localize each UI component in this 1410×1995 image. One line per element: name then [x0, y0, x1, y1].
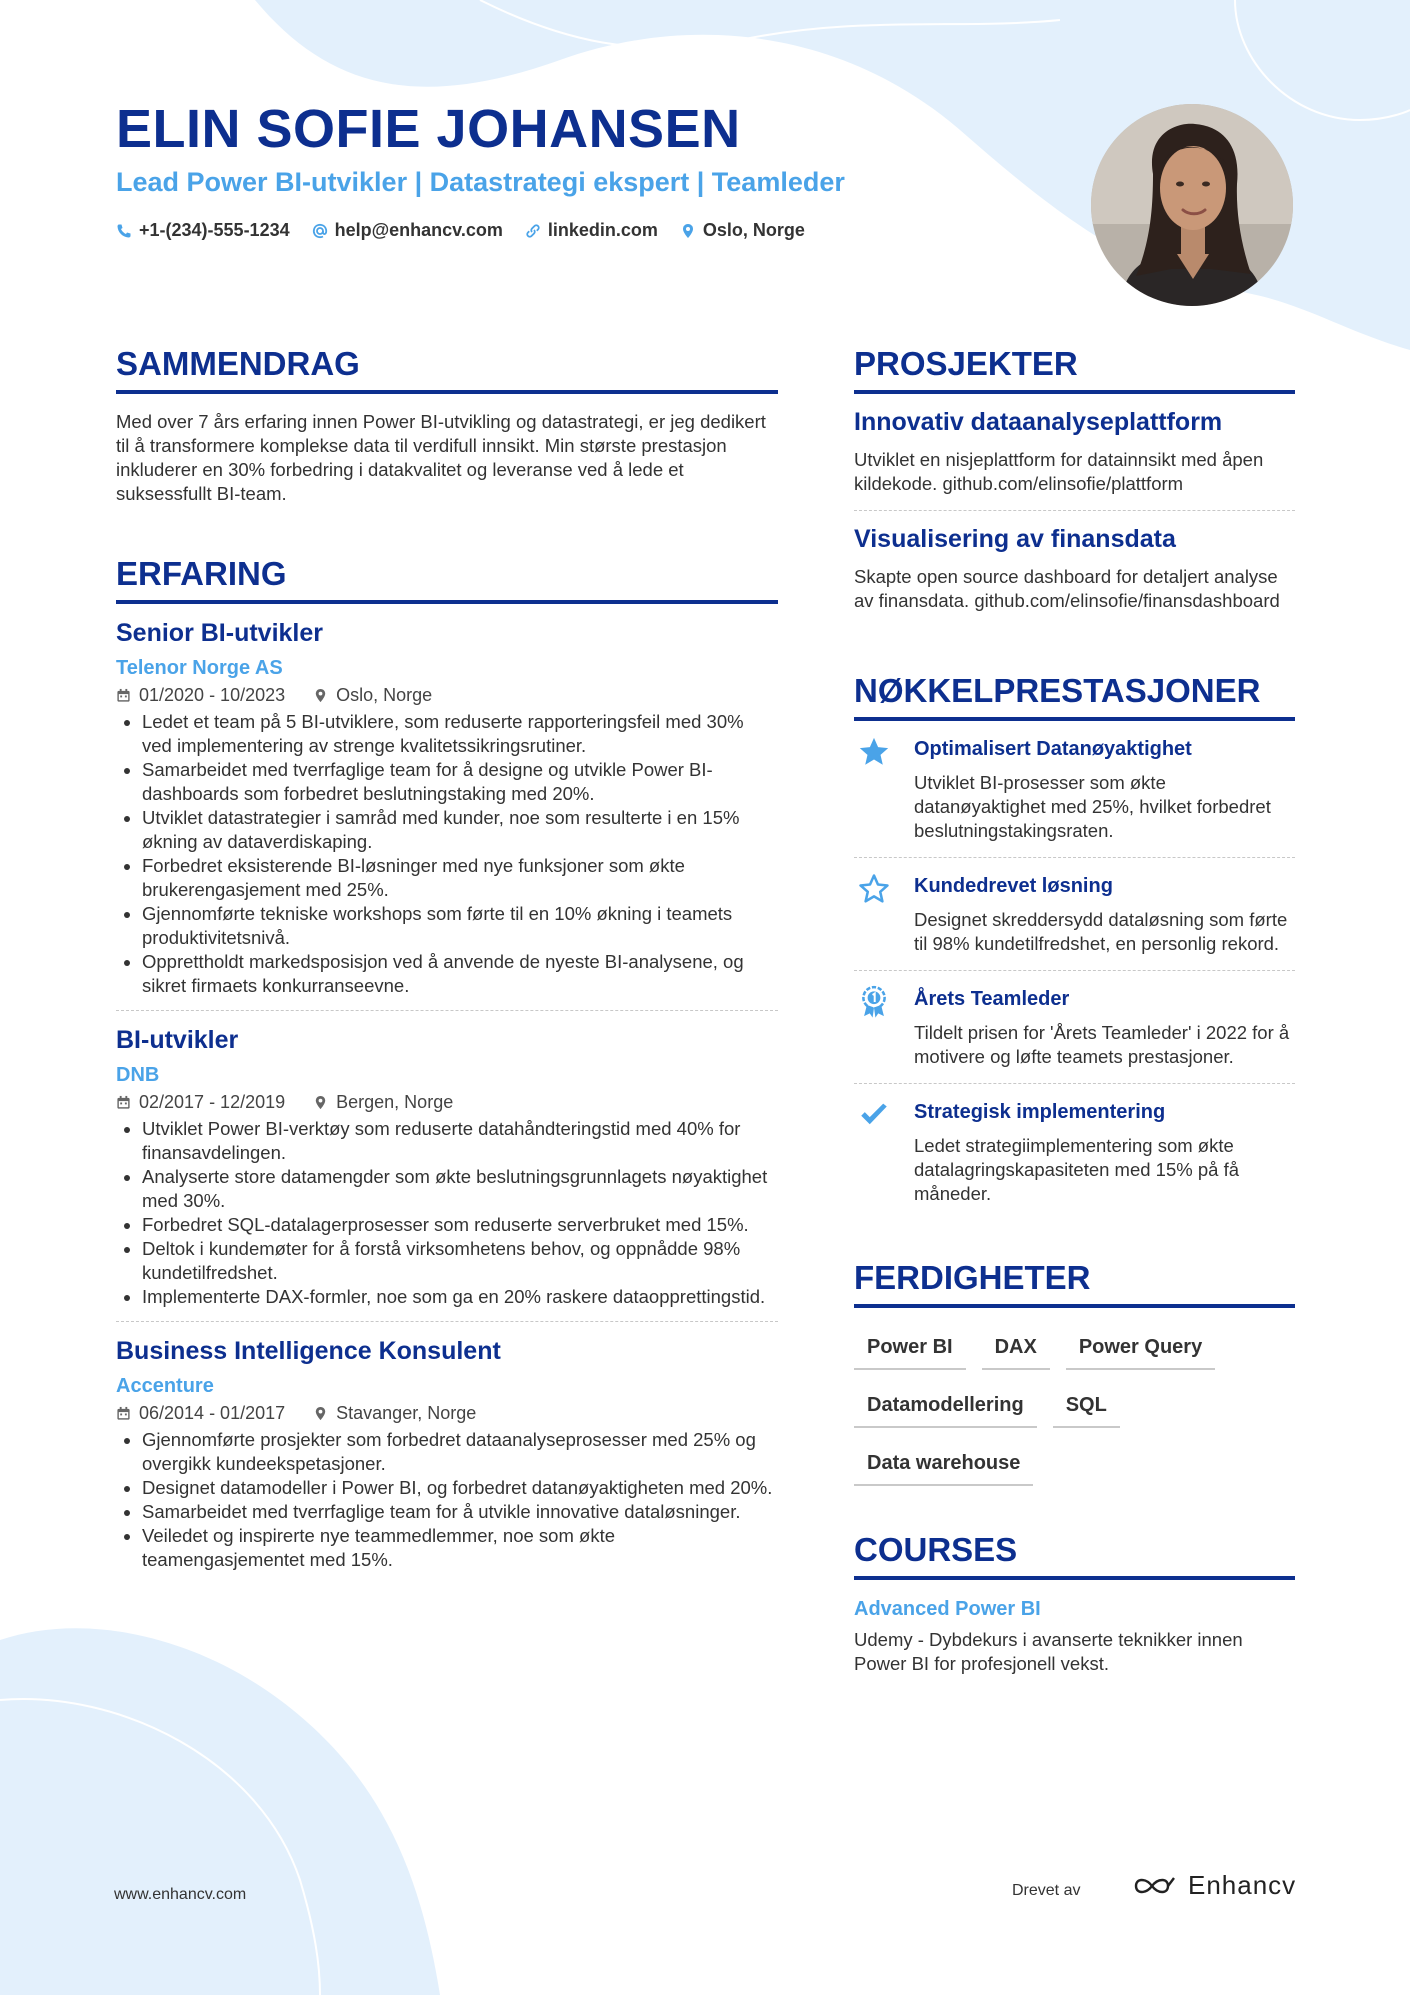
project-desc: Skapte open source dashboard for detaljert analyse av finansdata. github.com/elinsofie/finansdashboard	[854, 566, 1280, 611]
calendar-icon	[116, 1095, 131, 1110]
list-item: • Gjennomførte tekniske workshops som førte til en 10% økning i teamets produktivitetsnivå.	[142, 902, 778, 950]
contact-phone-text: +1-(234)-555-1234	[139, 220, 290, 240]
right-column	[854, 344, 1295, 1676]
achievement-body	[914, 872, 1295, 956]
job-dates-text: 02/2017 - 12/2019	[139, 1092, 286, 1112]
skill-tag: DAX	[982, 1326, 1050, 1370]
achievement-body	[914, 985, 1295, 1069]
contact-email-text: help@enhancv.com	[334, 220, 503, 240]
brand-name: Enhancv	[1188, 1870, 1297, 1900]
achievement-title: Optimalisert Datanøyaktighet	[914, 738, 1192, 760]
contact-linkedin[interactable]	[525, 220, 658, 241]
left-column	[116, 344, 778, 1584]
skills-section	[854, 1258, 1295, 1486]
job-location	[313, 1403, 476, 1424]
list-item: • Designet datamodeller i Power BI, og forbedret datanøyaktigheten med 20%.	[142, 1476, 778, 1500]
footer-website[interactable]: www.enhancv.com	[114, 1886, 247, 1903]
job-bullets	[116, 710, 778, 998]
list-item: • Utviklet datastrategier i samråd med kunder, noe som resulterte i en 15% økning av dataverdiskaping.	[142, 806, 778, 854]
list-item: • Gjennomførte prosjekter som forbedret dataanalyseprosesser med 25% og overgikk kundeekspetasjoner.	[142, 1428, 778, 1476]
job-company: DNB	[116, 1064, 160, 1086]
courses-title: COURSES	[854, 1530, 1295, 1580]
achievement-title: Kundedrevet løsning	[914, 875, 1113, 897]
job-bullets	[116, 1117, 778, 1309]
job-location	[313, 685, 432, 706]
location-pin-icon	[313, 688, 328, 703]
job-entry	[116, 1011, 778, 1322]
projects-title: PROSJEKTER	[854, 344, 1295, 394]
star-filled-icon	[857, 735, 891, 769]
list-item: • Implementerte DAX-formler, noe som ga en 20% raskere dataopprettingstid.	[142, 1285, 778, 1309]
projects-section	[854, 344, 1295, 627]
checkmark-icon	[857, 1098, 891, 1132]
contact-email[interactable]	[312, 220, 503, 241]
phone-icon	[116, 223, 132, 239]
achievement-title: Strategisk implementering	[914, 1101, 1166, 1123]
project-title: Innovativ dataanalyseplattform	[854, 408, 1223, 436]
skills-title: FERDIGHETER	[854, 1258, 1295, 1308]
location-pin-icon	[313, 1406, 328, 1421]
avatar	[1091, 104, 1293, 306]
project-entry	[854, 394, 1295, 511]
candidate-name: ELIN SOFIE JOHANSEN	[116, 99, 741, 159]
job-meta	[116, 1403, 778, 1424]
contact-list	[116, 220, 805, 241]
list-item: • Forbedret eksisterende BI-løsninger med nye funksjoner som økte brukerengasjement med 25%.	[142, 854, 778, 902]
achievement-desc: Ledet strategiimplementering som økte datalagringskapasiteten med 15% på få måneder.	[914, 1135, 1239, 1204]
achievement-body	[914, 735, 1295, 843]
contact-linkedin-text: linkedin.com	[547, 220, 658, 240]
achievement-icon-wrap	[854, 1098, 894, 1206]
job-dates-text: 01/2020 - 10/2023	[139, 685, 286, 705]
experience-section	[116, 554, 778, 1584]
achievement-desc: Tildelt prisen for 'Årets Teamleder' i 2022 for å motivere og løfte teamets prestasjoner.	[914, 1022, 1290, 1067]
summary-title: SAMMENDRAG	[116, 344, 778, 394]
skill-tag: Data warehouse	[854, 1442, 1033, 1486]
list-item: • Samarbeidet med tverrfaglige team for å utvikle innovative dataløsninger.	[142, 1500, 778, 1524]
list-item: • Forbedret SQL-datalagerprosesser som reduserte serverbruket med 15%.	[142, 1213, 778, 1237]
list-item: • Samarbeidet med tverrfaglige team for å designe og utvikle Power BI-dashboards som forbedret beslutningstaking med 20%.	[142, 758, 778, 806]
achievement-entry	[854, 1084, 1295, 1220]
job-dates	[116, 1403, 285, 1424]
brand-logo[interactable]	[1130, 1870, 1296, 1901]
list-item: • Analyserte store datamengder som økte beslutningsgrunnlagets nøyaktighet med 30%.	[142, 1165, 778, 1213]
link-icon	[525, 223, 541, 239]
enhancv-logo-icon	[1130, 1872, 1178, 1900]
achievement-icon-wrap	[854, 872, 894, 956]
course-title: Advanced Power BI	[854, 1598, 1041, 1620]
list-item: • Opprettholdt markedsposisjon ved å anvende de nyeste BI-analysene, og sikret firmaets konkurranseevne.	[142, 950, 778, 998]
achievements-title: NØKKELPRESTASJONER	[854, 671, 1295, 721]
achievement-body	[914, 1098, 1295, 1206]
skills-list	[854, 1326, 1295, 1486]
job-dates-text: 06/2014 - 01/2017	[139, 1403, 286, 1423]
job-meta	[116, 1092, 778, 1113]
footer-powered-by: Drevet av	[1012, 1882, 1081, 1899]
job-title: BI-utvikler	[116, 1026, 239, 1054]
project-entry	[854, 511, 1295, 627]
skill-tag: Power BI	[854, 1326, 966, 1370]
job-location-text: Bergen, Norge	[336, 1092, 454, 1112]
job-company: Accenture	[116, 1375, 214, 1397]
candidate-tagline: Lead Power BI-utvikler | Datastrategi ekspert | Teamleder	[116, 167, 845, 197]
skill-tag: SQL	[1053, 1384, 1120, 1428]
contact-location-text: Oslo, Norge	[702, 220, 805, 240]
list-item: • Veiledet og inspirerte nye teammedlemmer, noe som økte teamengasjementet med 15%.	[142, 1524, 778, 1572]
job-bullets	[116, 1428, 778, 1572]
portrait-illustration	[1091, 104, 1293, 306]
job-location-text: Stavanger, Norge	[336, 1403, 477, 1423]
experience-title: ERFARING	[116, 554, 778, 604]
job-company: Telenor Norge AS	[116, 657, 283, 679]
location-pin-icon	[680, 223, 696, 239]
achievement-desc: Designet skreddersydd dataløsning som førte til 98% kundetilfredshet, en personlig rekord.	[914, 909, 1288, 954]
job-title: Senior BI-utvikler	[116, 619, 323, 647]
job-location-text: Oslo, Norge	[336, 685, 433, 705]
job-location	[313, 1092, 453, 1113]
star-outline-icon	[857, 872, 891, 906]
job-entry	[116, 604, 778, 1011]
location-pin-icon	[313, 1095, 328, 1110]
list-item: • Ledet et team på 5 BI-utviklere, som reduserte rapporteringsfeil med 30% ved implementering av strenge kvalitetssikringsrutiner.	[142, 710, 778, 758]
at-icon	[312, 223, 328, 239]
job-meta	[116, 685, 778, 706]
achievement-desc: Utviklet BI-prosesser som økte datanøyaktighet med 25%, hvilket forbedret beslutningstakingsraten.	[914, 772, 1271, 841]
contact-phone[interactable]	[116, 220, 290, 241]
list-item: • Utviklet Power BI-verktøy som reduserte datahåndteringstid med 40% for finansavdelingen.	[142, 1117, 778, 1165]
calendar-icon	[116, 688, 131, 703]
project-desc: Utviklet en nisjeplattform for datainnsikt med åpen kildekode. github.com/elinsofie/plattform	[854, 449, 1264, 494]
achievement-icon-wrap	[854, 735, 894, 843]
summary-text: Med over 7 års erfaring innen Power BI-utvikling og datastrategi, er jeg dedikert til å transformere komplekse data til verdifull innsikt. Min største prestasjon inkluderer en 30% forbedring i datakvalitet og leveranse ved å lede et suksessfullt BI-team.	[116, 411, 766, 504]
award-medal-icon	[857, 985, 891, 1019]
achievement-entry	[854, 971, 1295, 1084]
summary-section	[116, 344, 778, 506]
achievement-entry	[854, 721, 1295, 858]
job-dates	[116, 685, 285, 706]
job-entry	[116, 1322, 778, 1584]
calendar-icon	[116, 1406, 131, 1421]
job-dates	[116, 1092, 285, 1113]
achievement-entry	[854, 858, 1295, 971]
course-desc: Udemy - Dybdekurs i avanserte teknikker innen Power BI for profesjonell vekst.	[854, 1629, 1243, 1674]
project-title: Visualisering av finansdata	[854, 525, 1176, 553]
job-title: Business Intelligence Konsulent	[116, 1337, 501, 1365]
achievement-icon-wrap	[854, 985, 894, 1069]
contact-location	[680, 220, 805, 241]
list-item: • Deltok i kundemøter for å forstå virksomhetens behov, og oppnådde 98% kundetilfredshet.	[142, 1237, 778, 1285]
skill-tag: Datamodellering	[854, 1384, 1037, 1428]
achievements-section	[854, 671, 1295, 1220]
skill-tag: Power Query	[1066, 1326, 1215, 1370]
courses-section	[854, 1530, 1295, 1676]
achievement-title: Årets Teamleder	[914, 988, 1070, 1010]
